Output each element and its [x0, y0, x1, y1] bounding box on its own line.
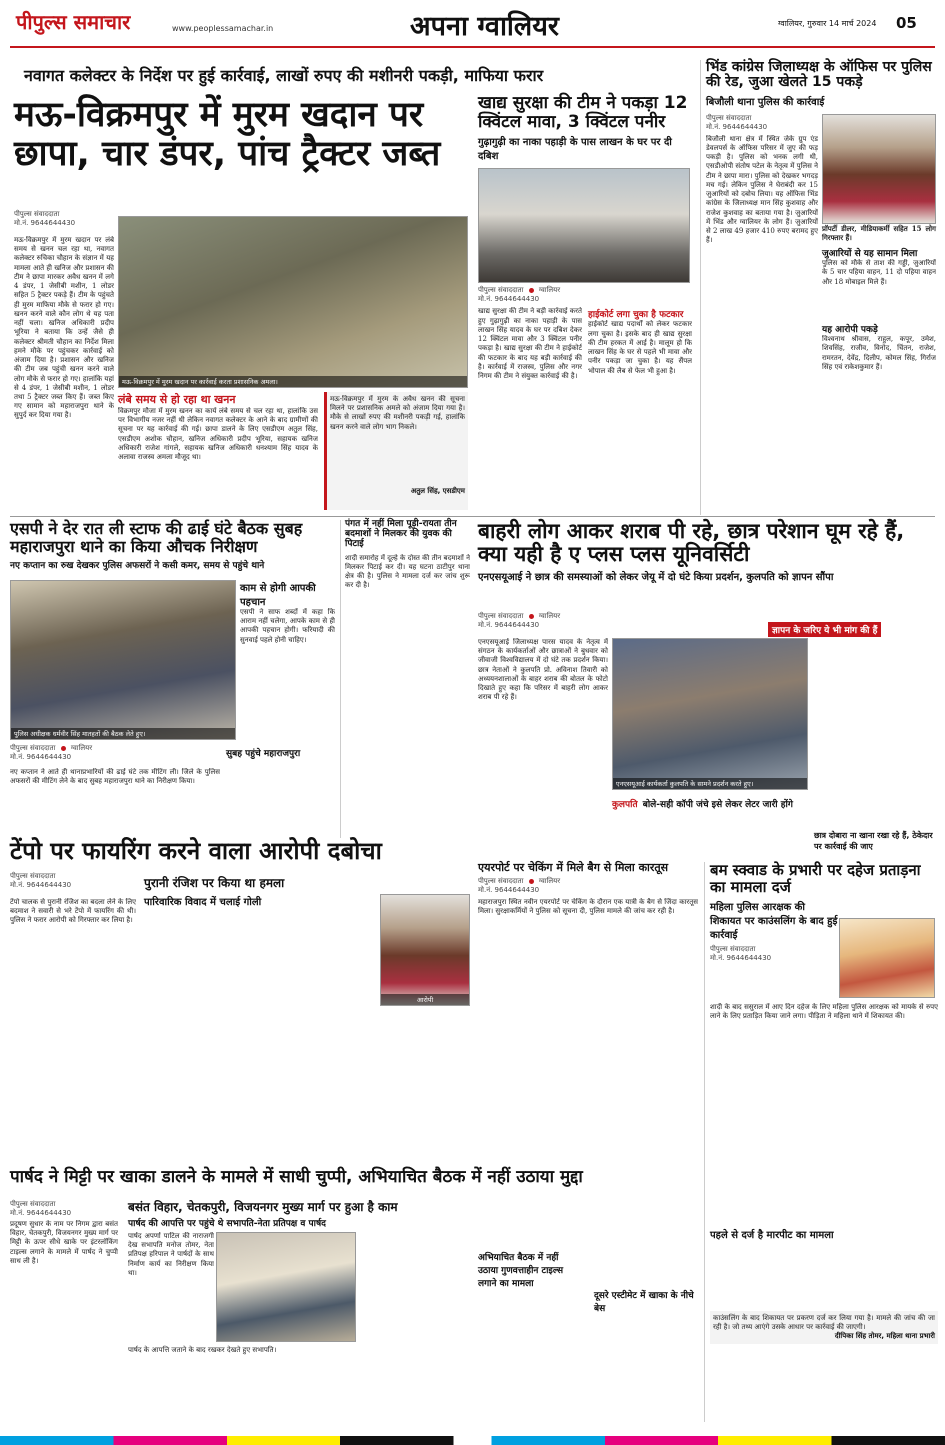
headline: मऊ-विक्रमपुर में मुरम खदान पर छापा, चार डंपर, पांच ट्रैक्टर जब्त: [14, 95, 441, 175]
byline-name: पीपुल्स संवाददाता: [478, 286, 524, 295]
story-body: महाराजपुरा स्थित नवीन एयरपोर्ट पर चेकिंग के दौरान एक यात्री के बैग से जिंदा कारतूस मिला। सुरक्षाकर्मियों ने पुलिस को सूचना दी, पुलिस मामले की जांच कर रही है।: [478, 898, 698, 916]
subhead: महिला पुलिस आरक्षक की शिकायत पर काउंसलिंग के बाद हुई कार्रवाई: [710, 902, 838, 941]
quote-box: [324, 392, 468, 510]
photo-caption: आरोपी: [381, 994, 469, 1005]
quote-text: काउंसलिंग के बाद शिकायत पर प्रकरण दर्ज कर लिया गया है। मामले की जांच की जा रही है। जो तथ्य आएंगे उसके आधार पर कार्रवाई की जाएगी।: [713, 1314, 935, 1332]
website: www.peoplessamachar.in: [172, 24, 274, 33]
info-box: [240, 580, 335, 740]
logo: पीपुल्स समाचार: [16, 10, 131, 34]
tag: [768, 618, 881, 637]
story-body: शादी के बाद ससुराल में आए दिन दहेज के लिए महिला पुलिस आरक्षक को मायके से रुपए लाने के लिए प्रताड़ित किया जाने लगा। पीड़िता ने महिला थाने में शिकायत की।: [710, 1003, 938, 1021]
byline: [10, 872, 71, 890]
headline: बम स्क्वाड के प्रभारी पर दहेज प्रताड़ना का मामला दर्ज: [710, 861, 921, 896]
quote-text: मऊ-विक्रमपुर में मुरम के अवैध खनन की सूचना मिलने पर प्रशासनिक अमले को अंजाम दिया गया है। मौके से लाखों रुपए की मशीनरी पकड़ी गई, हालांकि खनन करने वाले लोग भाग निकले।: [330, 395, 465, 431]
caught-title: यह आरोपी पकड़े: [822, 325, 878, 336]
box-title: काम से होगी आपकी पहचान: [240, 583, 316, 608]
quote-by: अतुल सिंह, एसडीएम: [410, 487, 465, 495]
dot-icon: [529, 879, 534, 884]
story-body: खाद्य सुरक्षा की टीम ने बड़ी कार्रवाई करते हुए गुढ़ागुढ़ी का नाका पहाड़ी के पास लाखन सिंह यादव के घर पर दबिश देकर 12 क्विंटल मावा और 3 क्विंटल पनीर पकड़ा है। खाद्य सुरक्षा की टीम ने हाईकोर्ट की फटकार के बाद यह बड़ी कार्रवाई की है। कार्रवाई में राजस्व, पुलिस और नगर निगम की टीम ने संयुक्त कार्रवाई की है।: [478, 307, 582, 381]
info-box: [118, 392, 318, 510]
subhead: बसंत विहार, चेतकपुरी, विजयनगर मुख्य मार्ग पर हुआ है काम: [128, 1200, 398, 1214]
side-head: हाईकोर्ट लगा चुका है फटकार: [588, 310, 684, 321]
masthead: [0, 0, 945, 56]
caught-body: विश्वनाथ श्रीवास, राहुल, कपूर, उमेश, शिवसिंह, राजीव, विनोद, चिंतन, राजेश, रामरतन, देवेंद्र, दिलीप, कोमल सिंह, गिर्राज सिंह एवं राकेशकुमार हैं।: [822, 335, 936, 371]
byline: [478, 612, 560, 630]
story-tempo-firing: [10, 838, 472, 1168]
byline-name: पीपुल्स संवाददाता: [10, 1200, 56, 1208]
byline-name: पीपुल्स संवाददाता: [478, 877, 524, 886]
byline: [706, 114, 818, 132]
food-raid-photo: [478, 168, 690, 283]
photo-caption: एनएसयूआई कार्यकर्ता कुलपति के सामने प्रदर्शन करते हुए।: [613, 778, 807, 789]
byline-place: ग्वालियर: [538, 612, 561, 620]
subhead: पुरानी रंजिश पर किया था हमला: [144, 876, 285, 890]
masthead-rule: [10, 46, 935, 48]
subhead: नए कप्तान का रुख देखकर पुलिस अफसरों ने कसी कमर, समय से पहुंचे थाने: [10, 561, 265, 572]
story-dowry-case: [704, 862, 938, 1422]
info-box: [144, 894, 374, 1094]
meeting-photo: [10, 580, 236, 740]
divider-1: [10, 516, 935, 517]
dowry-illustration: [839, 918, 935, 998]
story-sp-meeting: [10, 520, 335, 838]
sub-title: सुबह पहुंचे महाराजपुरा: [226, 749, 301, 759]
headline: खाद्य सुरक्षा की टीम ने पकड़ा 12 क्विंटल मावा, 3 क्विंटल पनीर: [478, 93, 688, 132]
photo-side-text: पार्षद अपर्णा पाटिल की नाराजगी देख सभापति मनोज तोमर, नेता प्रतिपक्ष हरिपाल ने पार्षदों के साथ निर्माण कार्य का निरीक्षण किया था।: [128, 1232, 214, 1277]
headline: एयरपोर्ट पर चेकिंग में मिले बैग से मिला कारतूस: [478, 861, 669, 874]
dot-icon: [61, 746, 66, 751]
subhead: बिजौली थाना पुलिस की कार्रवाई: [706, 96, 825, 108]
box2-title: दूसरे एस्टीमेट में खाका के नीचे बेस: [594, 1291, 694, 1314]
byline-name: पीपुल्स संवाददाता: [710, 945, 756, 953]
story-airport-cartridge: [478, 862, 698, 1162]
box: [478, 1250, 578, 1289]
page-number: 05: [896, 14, 917, 32]
mining-photo: [118, 216, 468, 388]
box-body: विक्रमपुर मौजा में मुरम खनन का कार्य लंबे समय से चल रहा था, हालांकि उस पर विभागीय नजर नहीं थी लेकिन नवागत कलेक्टर के आने के बाद ग्रामीणों की सूचना पर यह कार्रवाई की गई। छापा डालने के लिए एसडीएम अतुल सिंह, एसडीएम अशोक चौहान, खनिज अधिकारी प्रदीप भूरिया, सहायक खनिज अधिकारी राजेश गांगले, सहायक खनिज अधिकारी धनश्याम सिंह यादव के अलावा राजस्व अमला मौजूद था।: [118, 407, 318, 462]
box-title: जुआरियों से यह सामान मिला: [822, 249, 918, 260]
byline-name: पीपुल्स संवाददाता: [14, 210, 60, 218]
protest-photo: [612, 638, 808, 790]
headline: पंगत में नहीं मिला पूड़ी-रायता तीन बदमाशों ने मिलकर की युवक की पिटाई: [345, 519, 457, 549]
tag-label: ज्ञापन के जरिए ये भी मांग की हैं: [768, 622, 881, 637]
story-body: बिजौली थाना क्षेत्र में स्थित जेके ग्रुप एंड डेवलपर्स के ऑफिस परिसर में जुए की फड़ पकड़ी है। पुलिस को भनक लगी थी, एसडीओपी संतोष पटेल के नेतृत्व में पुलिस ने टीम ने छापा मारा। पुलिस को देखकर भगदड़ मच गई। लेकिन पुलिस ने घेराबंदी कर 15 जुआरियों को दबोच लिया। यह ऑफिस भिंड कांग्रेस के जिलाध्यक्ष मान सिंह कुशवाह और राजेश कुशवाह का बताया गया है। जुआरियों में भिंड और ग्वालियर के लोग हैं। जुआरियों से 2 लाख 49 हजार 410 रुपए बरामद हुए हैं।: [706, 134, 818, 245]
quote-by: दीपिका सिंह तोमर, महिला थाना प्रभारी: [834, 1332, 935, 1341]
section-title: [410, 6, 559, 43]
photo-caption: प्रॉपर्टी डीलर, मीडियाकर्मी सहित 15 लोग गिरफ्तार हैं।: [822, 223, 936, 243]
byline: [10, 1200, 71, 1218]
headline: एसपी ने देर रात ली स्टाफ की ढाई घंटे बैठक सुबह महाराजपुरा थाने का किया औचक निरीक्षण: [10, 519, 303, 556]
headline: बाहरी लोग आकर शराब पी रहे, छात्र परेशान घूम रहे हैं, क्या यही है ए प्लस प्लस यूनिवर्सिटी: [478, 519, 905, 567]
story-body: मऊ-विक्रमपुर में मुरम खदान पर लंबे समय से खनन चल रहा था, नवागत कलेक्टर रुचिका चौहान के संज्ञान में यह मामला आते ही खनिज और प्रशासन की टीम ने छापा मारकर अवैध खनन में लगे 4 डंपर, 1 जेसीबी मशीन, 1 लोडर सहित 5 ट्रैक्टर पकड़े हैं। टीम के पहुंचते ही मुरम माफिया मौके से फरार हो गए। खनन करने वाले कौन लोग थे यह पता नहीं चला। खनिज अधिकारी प्रदीप भूरिया ने बताया कि उन्हें जैसे ही कलेक्टर श्रीमती चौहान का निर्देश मिला हमने मौके पर पहुंचकर कार्रवाई को अंजाम दिया है। प्रशासन और खनिज की टीम जब पहुंची खनन करने वाले लोग मौके से फरार हो गए। हालांकि यहां से 4 डंपर, 1 जेसीबी मशीन, 1 लोडर तथा 5 ट्रैक्टर जब्त किए हैं। जब्त किए गए सामान को महाराजपुरा थाने के सुपुर्द कर दिया गया है।: [14, 236, 114, 420]
byline-mobile: मो.नं. 9644644430: [706, 122, 768, 131]
byline-name: पीपुल्स संवाददाता: [478, 612, 524, 620]
headline: पार्षद ने मिट्टी पर खाका डालने के मामले में साधी चुप्पी, अभियाचित बैठक में नहीं उठाया मुद्दा: [10, 1167, 583, 1187]
photo-caption: पार्षद के आपत्ति जताने के बाद रखकर देखते हुए सभापति।: [128, 1346, 277, 1354]
side-body: हाईकोर्ट खाद्य पदार्थों को लेकर फटकार लगा चुका है। इसके बाद ही खाद्य सुरक्षा की टीम हरकत में आई है। मालूम हो कि लाखन सिंह के घर से पहले भी मावा और पनीर पकड़ा जा चुका है। यह सैंपल भोपाल की लैब से फेल भी हुआ है।: [588, 320, 692, 375]
demand-head: छात्र दोबारा ना खाना रखा रहे हैं, ठेकेदार पर कार्रवाई की जाए: [814, 831, 933, 851]
story-body: नए कप्तान ने आते ही थानाप्रभारियों की ढाई घंटे तक मीटिंग ली। जिले के पुलिस अफसरों की मीटिंग लेने के बाद सुबह महाराजपुरा थाने का निरीक्षण किया।: [10, 768, 220, 786]
photo-caption: मऊ-विक्रमपुर में मुरम खदान पर कार्रवाई करता प्रशासनिक अमला।: [119, 376, 467, 387]
section-title-text: अपना ग्वालियर: [410, 11, 559, 42]
byline-mobile: मो.नं. 9644644430: [10, 881, 72, 889]
accused-photo: [380, 894, 470, 1006]
dot-icon: [529, 288, 534, 293]
byline-place: ग्वालियर: [70, 744, 93, 752]
registration-strip: [0, 1436, 945, 1445]
byline-place: ग्वालियर: [538, 877, 561, 886]
box-title: पारिवारिक विवाद में चलाई गोली: [144, 897, 262, 908]
kulpati-head: बोले-सही कॉपी जंचे इसे लेकर लेटर जारी होंगे: [642, 800, 793, 810]
box-body: एसपी ने साफ शब्दों में कहा कि आराम नहीं चलेगा, आपके काम से ही आपकी पहचान होगी। फरियादी की सुनवाई पहले होनी चाहिए।: [240, 608, 335, 644]
byline-name: पीपुल्स संवाददाता: [10, 872, 56, 880]
box-title: अभियाचित बैठक में नहीं उठाया गुणवत्ताहीन टाइल्स लगाने का मामला: [478, 1253, 564, 1289]
demand-box: [814, 830, 938, 852]
kicker: नवागत कलेक्टर के निर्देश पर हुई कार्रवाई, लाखों रुपए की मशीनरी पकड़ी, माफिया फरार: [24, 66, 544, 85]
byline-name: पीपुल्स संवाददाता: [706, 113, 752, 122]
headline: भिंड कांग्रेस जिलाध्यक्ष के ऑफिस पर पुलिस की रेड, जुआ खेलते 15 पकड़े: [706, 59, 932, 91]
box-body: पुलिस को मौके से ताश की गड्डी, जुआरियों के 5 चार पहिया वाहन, 11 दो पहिया वाहन और 18 मोबाइल मिले हैं।: [822, 259, 936, 286]
photo-caption: पुलिस अधीक्षक धर्मवीर सिंह मातहतों की बैठक लेते हुए।: [11, 728, 235, 739]
officer-photo: [822, 114, 936, 224]
story-body: टेंपो चालक से पुरानी रंजिश का बदला लेने के लिए बदमाश ने सवारी से भरे टेंपो में फायरिंग की थी। पुलिस ने फरार आरोपी को गिरफ्तार कर लिया है।: [10, 898, 136, 925]
byline-name: पीपुल्स संवाददाता: [10, 744, 56, 752]
box-title: लंबे समय से हो रहा था खनन: [118, 393, 236, 406]
byline-mobile: मो.नं. 9644644430: [14, 219, 76, 227]
story-wedding-fight: [340, 520, 470, 838]
byline: [478, 286, 692, 304]
subhead: गुढ़ागुढ़ी का नाका पहाड़ी के पास लाखन के घर पर दी दबिश: [478, 137, 672, 163]
byline-place: ग्वालियर: [538, 286, 561, 295]
story-gambling-raid: [700, 60, 938, 515]
byline: [710, 945, 838, 963]
byline-mobile: मो.नं. 9644644430: [478, 295, 540, 304]
inspection-photo: [216, 1232, 356, 1342]
byline: [10, 744, 92, 762]
subhead: एनएसयूआई ने छात्र की समस्याओं को लेकर जेयू में दो घंटे किया प्रदर्शन, कुलपति को ज्ञापन सौंपा: [478, 572, 834, 584]
dot-icon: [529, 614, 534, 619]
story-body: प्रदूषण सुधार के नाम पर निगम द्वारा बसंत विहार, चेतकपुरी, विजयनगर मुख्य मार्ग पर मिट्टी के ऊपर सीधे खाके पर इंटरलॉकिंग टाइल्स लगाने के मामले में पार्षद ने चुप्पी साध ली है।: [10, 1220, 118, 1265]
story-body: एनएसयूआई जिलाध्यक्ष पारस यादव के नेतृत्व में संगठन के कार्यकर्ताओं और छात्राओं ने बुधवार को जीवाजी विश्वविद्यालय में दो घंटे तक प्रदर्शन किया। छात्र नेताओं ने कुलपति प्रो. अविनाश तिवारी को अध्ययनशालाओं के बाहर शराब की बोतल के फोटो दिखाते हुए कहा कि परिसर में बाहरी लोग आकर शराब पी रहे हैं।: [478, 638, 608, 702]
byline-mobile: मो.नं. 9644644430: [478, 621, 540, 629]
byline-mobile: मो.नं. 9644644430: [10, 753, 72, 761]
byline-mobile: मो.नं. 9644644430: [710, 954, 772, 962]
byline-mobile: मो.नं. 9644644430: [10, 1209, 72, 1217]
byline: [478, 877, 698, 895]
story-councillor-tiles: [10, 1168, 700, 1438]
story-university-protest: [478, 520, 938, 860]
byline: [14, 210, 124, 228]
byline-mobile: मो.नं. 9644644430: [478, 886, 540, 895]
box-title: पहले से दर्ज है मारपीट का मामला: [710, 1230, 834, 1241]
sub2: पार्षद की आपत्ति पर पहुंचे थे सभापति-नेता प्रतिपक्ष व पार्षद: [128, 1219, 326, 1229]
kulpati-box: [612, 792, 808, 811]
story-mawa-seized: [478, 94, 692, 514]
story-body: शादी समारोह में दूल्हे के दोस्त की तीन बदमाशों ने मिलकर पिटाई कर दी। यह घटना ठाटीपुर थाना क्षेत्र की है। पुलिस ने मामला दर्ज कर जांच शुरू कर दी है।: [345, 553, 470, 590]
headline: टेंपो पर फायरिंग करने वाला आरोपी दबोचा: [10, 837, 382, 865]
box2: [594, 1288, 694, 1314]
kulpati-label: कुलपति: [612, 800, 638, 810]
sub-section: [226, 746, 336, 759]
quote-box: [710, 1311, 938, 1344]
dateline: ग्वालियर, गुरुवार 14 मार्च 2024: [778, 19, 877, 28]
